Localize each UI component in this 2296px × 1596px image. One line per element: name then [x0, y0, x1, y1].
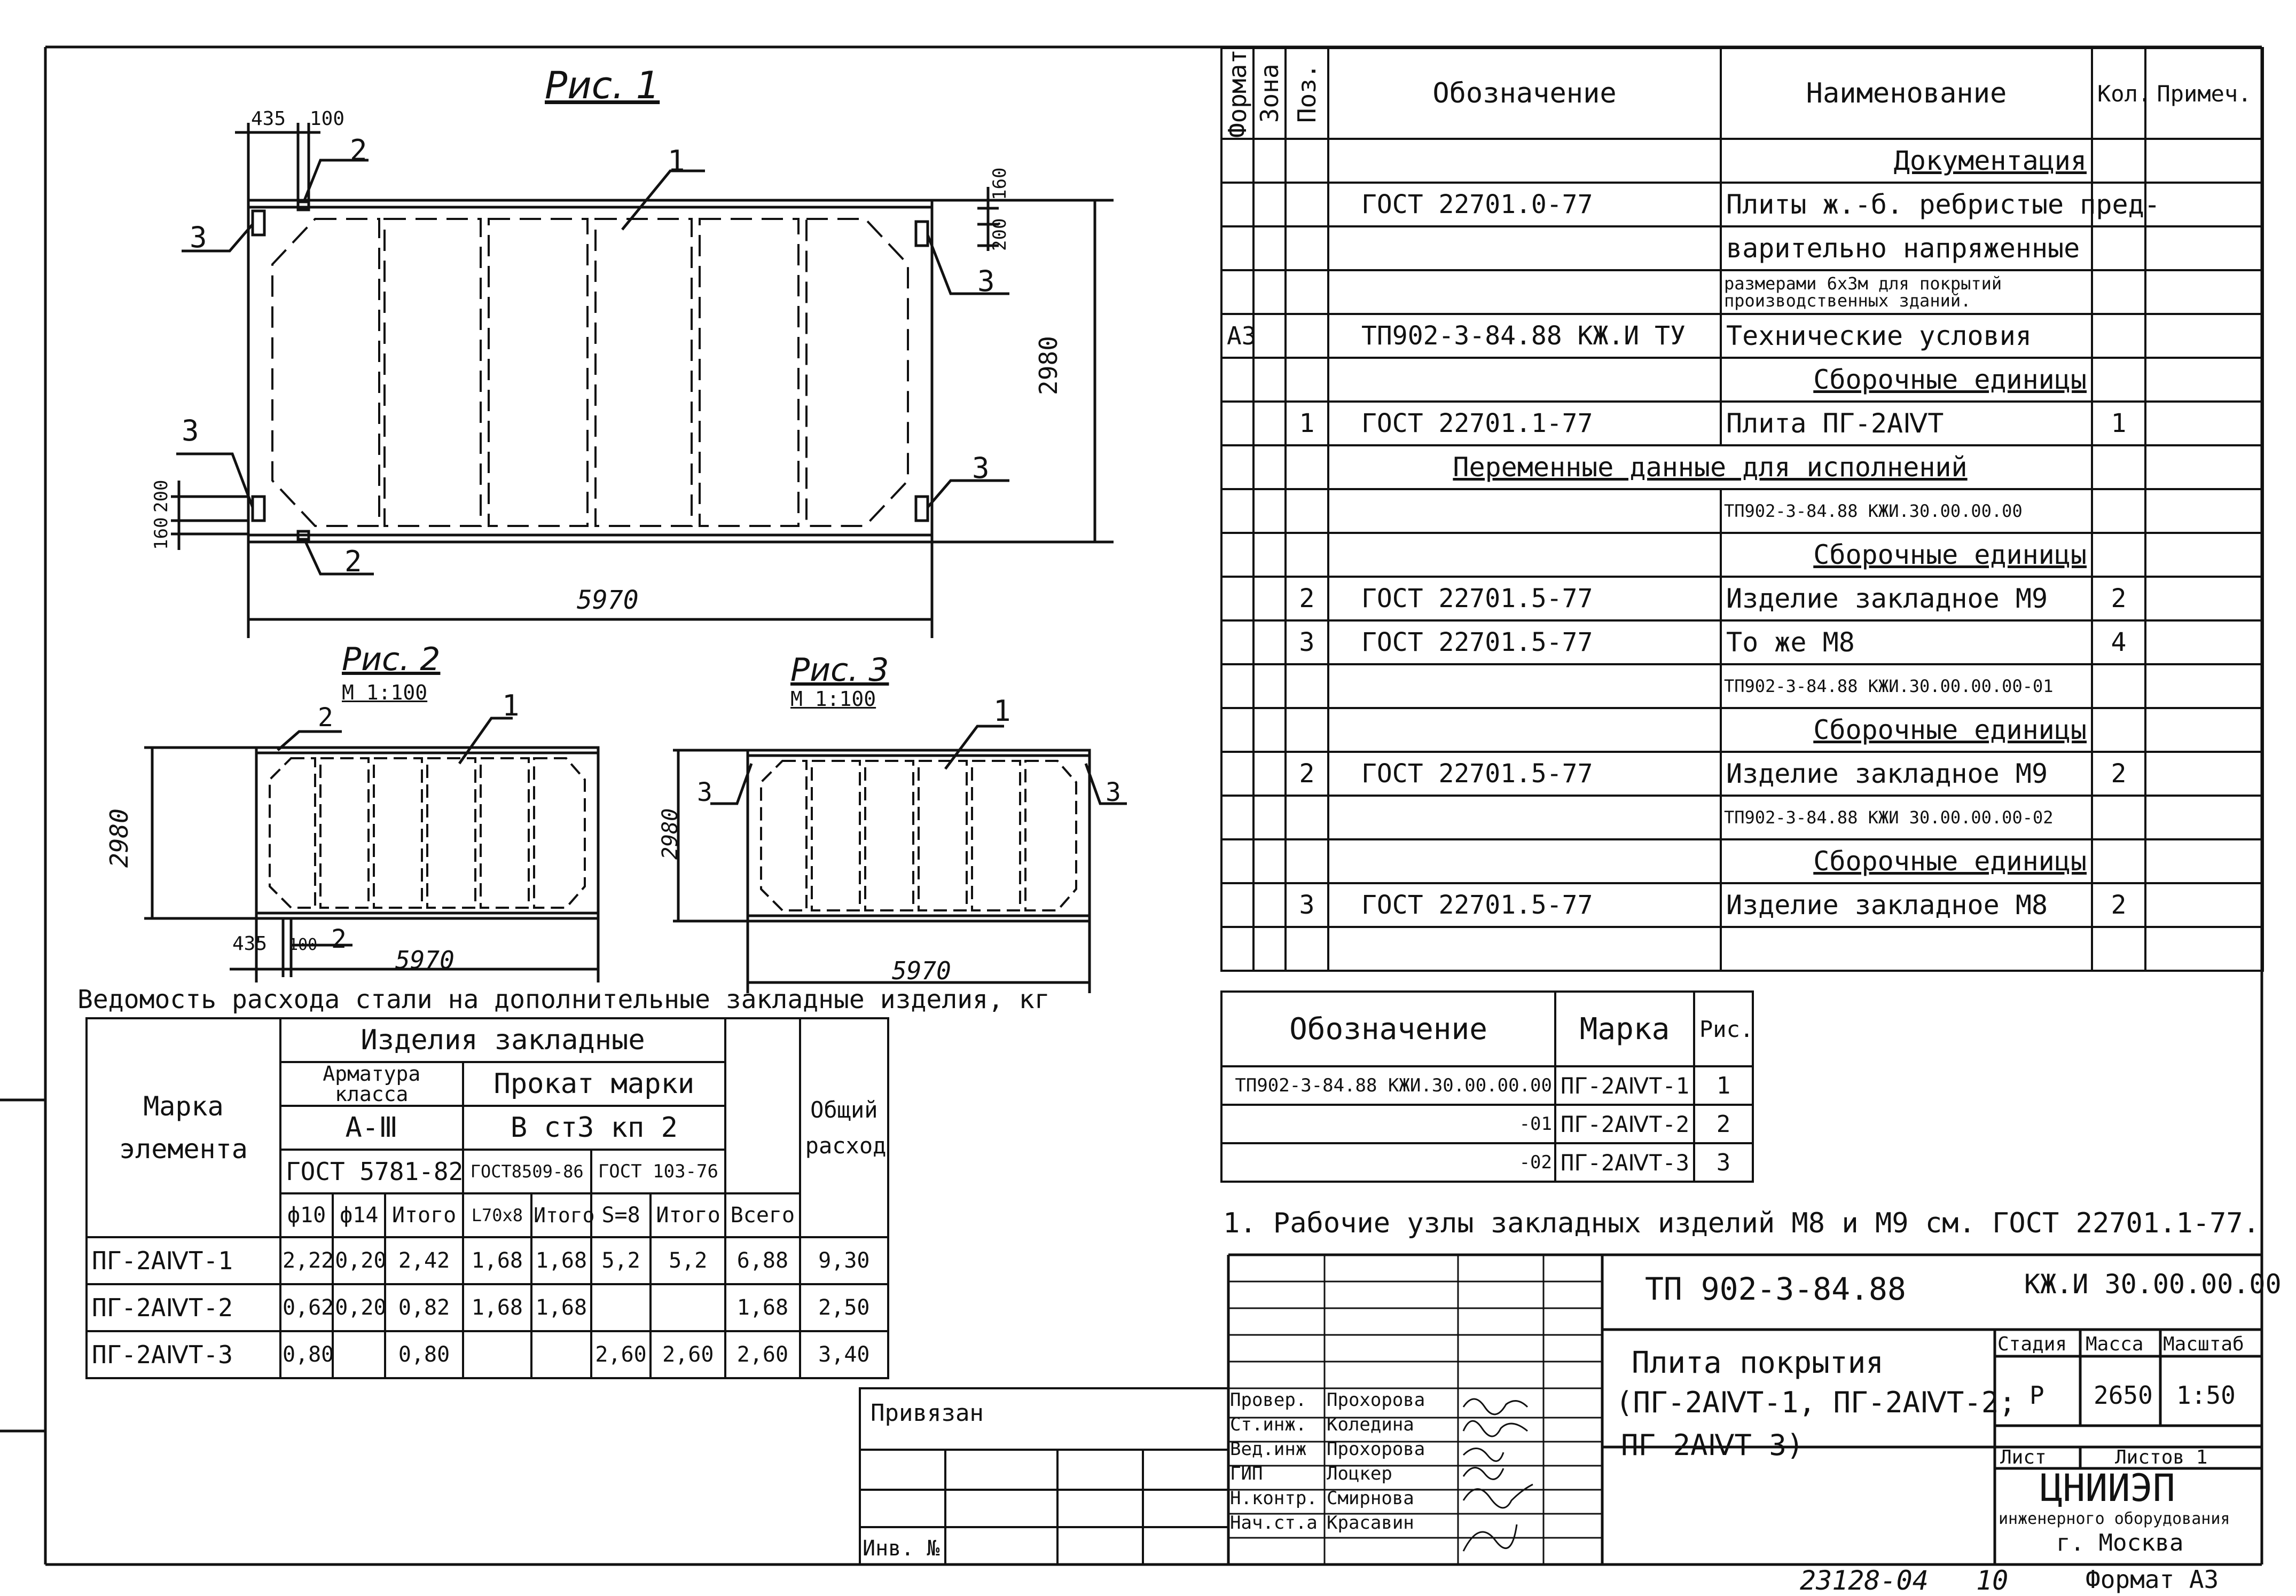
- fig3-callout-1: 1: [993, 694, 1011, 728]
- variant-cell-mark: ПГ-2АⅣТ-1: [1555, 1066, 1694, 1105]
- variant-cell-mark: ПГ-2АⅣТ-2: [1555, 1105, 1694, 1143]
- spec-cell-name: То же М8: [1721, 620, 2092, 664]
- role-person: Смирнова: [1327, 1488, 1414, 1509]
- steel-cell-overall: 9,30: [800, 1237, 888, 1284]
- steel-cell-it1: 0,82: [385, 1284, 463, 1331]
- sheets-header: Листов 1: [2115, 1446, 2208, 1468]
- fig1-dim-435: 435: [251, 108, 286, 130]
- role-person: Коледина: [1327, 1414, 1414, 1435]
- fig1-callout-3-br: 3: [972, 451, 990, 485]
- fig1-callout-2-bottom: 2: [344, 545, 362, 578]
- steel-h-vst3: В ст3 кп 2: [463, 1106, 725, 1150]
- steel-cell-total: 2,60: [725, 1331, 800, 1378]
- fig2-title: Рис. 2: [342, 641, 441, 678]
- variant-cell-designation: ТП902-3-84.88 КЖИ.30.00.00.00: [1221, 1066, 1555, 1105]
- variant-cell-designation: -02: [1221, 1143, 1555, 1182]
- steel-cell-it1: 0,80: [385, 1331, 463, 1378]
- steel-cell-mark: ПГ-2АⅣТ-2: [87, 1284, 280, 1331]
- steel-cell-d14: 0,20: [333, 1237, 385, 1284]
- spec-cell-designation: ГОСТ 22701.5-77: [1328, 620, 1721, 664]
- fig1-dim-5970: 5970: [577, 585, 639, 615]
- spec-cell-name: Изделие закладное М9: [1721, 752, 2092, 796]
- steel-cell-mark: ПГ-2АⅣТ-1: [87, 1237, 280, 1284]
- footer-sheet: 10: [1976, 1565, 2009, 1596]
- steel-h-overall-2: расход: [805, 1133, 887, 1159]
- role-person: Прохорова: [1327, 1389, 1425, 1411]
- role-person: Прохорова: [1327, 1438, 1425, 1460]
- spec-cell-qty: 2: [2092, 752, 2145, 796]
- spec-cell-name: Изделие закладное М9: [1721, 577, 2092, 620]
- spec-cell-name: Сборочные единицы: [1721, 358, 2092, 402]
- note-1: 1. Рабочие узлы закладных изделий М8 и М9 см. ГОСТ 22701.1-77.: [1223, 1207, 2260, 1239]
- spec-cell-designation: ГОСТ 22701.1-77: [1328, 402, 1721, 445]
- steel-cell-overall: 2,50: [800, 1284, 888, 1331]
- steel-h-d10: ф10: [280, 1193, 333, 1237]
- fig1-callout-2-top: 2: [350, 133, 367, 167]
- spec-h-name: Наименование: [1721, 48, 2092, 139]
- steel-cell-it2: 1,68: [531, 1237, 591, 1284]
- spec-cell-qty: 2: [2092, 577, 2145, 620]
- title-doc-mark: КЖ.И 30.00.00.00: [2024, 1269, 2282, 1300]
- fig2-dim-100: 100: [288, 935, 318, 954]
- spec-cell-pos: 3: [1286, 883, 1328, 927]
- steel-cell-s8: 5,2: [591, 1237, 651, 1284]
- title-line-3: ПГ-2АⅣТ-3): [1621, 1428, 1804, 1462]
- steel-h-overall-1: Общий: [810, 1096, 878, 1123]
- fig1-callout-3-tl: 3: [190, 221, 207, 254]
- fig1-callout-3-tr: 3: [977, 264, 995, 298]
- org-line-2: инженерного оборудования: [1999, 1509, 2230, 1528]
- var-h-fig: Рис.: [1694, 992, 1753, 1066]
- spec-h-format: Формат: [1221, 48, 1253, 139]
- fig1-callout-1: 1: [668, 144, 685, 178]
- inventory-number-label: Инв. №: [863, 1536, 940, 1561]
- org-city: г. Москва: [2056, 1529, 2184, 1556]
- fig1-title: Рис. 1: [545, 64, 660, 107]
- spec-cell-qty: 4: [2092, 620, 2145, 664]
- steel-cell-total: 1,68: [725, 1284, 800, 1331]
- steel-cell-it3: 5,2: [651, 1237, 725, 1284]
- spec-cell-name: размерами 6х3м для покрытий производственных зданий.: [1721, 270, 2092, 314]
- steel-h-rolled: Прокат марки: [463, 1062, 725, 1106]
- mass-header: Масса: [2086, 1333, 2144, 1355]
- fig1-callout-3-bl: 3: [182, 414, 199, 447]
- steel-h-gost8509: ГОСТ8509-86: [463, 1150, 591, 1193]
- fig3-title: Рис. 3: [790, 651, 889, 689]
- footer-code: 23128-04: [1800, 1565, 1929, 1596]
- org-name: ЦНИИЭП: [2040, 1466, 2175, 1510]
- footer-format: Формат А3: [2086, 1565, 2219, 1594]
- fig3-callout-3-left: 3: [697, 777, 712, 807]
- steel-cell-d14: 0,20: [333, 1284, 385, 1331]
- role-label: Н.контр.: [1230, 1488, 1318, 1509]
- spec-cell-name: Изделие закладное М8: [1721, 883, 2092, 927]
- steel-cell-it1: 2,42: [385, 1237, 463, 1284]
- title-doc-code: ТП 902-3-84.88: [1645, 1271, 1906, 1307]
- spec-cell-designation: ГОСТ 22701.0-77: [1328, 183, 1721, 226]
- fig2-callout-2-top: 2: [318, 703, 333, 733]
- steel-cell-total: 6,88: [725, 1237, 800, 1284]
- spec-cell-designation: ГОСТ 22701.5-77: [1328, 752, 1721, 796]
- spec-cell-designation: ГОСТ 22701.5-77: [1328, 577, 1721, 620]
- steel-cell-d10: 0,62: [280, 1284, 333, 1331]
- fig1-dim-160-left: 160: [151, 517, 172, 550]
- sheet-header: Лист: [2000, 1446, 2047, 1468]
- fig3-dim-5970: 5970: [892, 956, 951, 985]
- spec-cell-name: Сборочные единицы: [1721, 533, 2092, 577]
- role-person: Лоцкер: [1327, 1463, 1392, 1484]
- steel-h-itogo1: Итого: [385, 1193, 463, 1237]
- variant-cell-fig: 2: [1694, 1105, 1753, 1143]
- spec-cell-name: ТП902-3-84.88 КЖИ.30.00.00.00: [1721, 489, 2092, 533]
- spec-cell-pos: 1: [1286, 402, 1328, 445]
- fig3-scale: М 1:100: [790, 687, 876, 711]
- variant-cell-mark: ПГ-2АⅣТ-3: [1555, 1143, 1694, 1182]
- steel-h-rebar-class: Арматура класса: [280, 1062, 463, 1106]
- spec-cell-name: Плиты ж.-б. ребристые пред-: [1721, 183, 2092, 226]
- steel-cell-mark: ПГ-2АⅣТ-3: [87, 1331, 280, 1378]
- fig3-dim-2980: 2980: [658, 808, 683, 860]
- fig1-dim-160-top: 160: [989, 167, 1010, 200]
- fig1-dim-100: 100: [310, 108, 345, 130]
- steel-h-d14: ф14: [333, 1193, 385, 1237]
- spec-h-pos: Поз.: [1286, 48, 1328, 139]
- steel-h-s8: S=8: [591, 1193, 651, 1237]
- steel-h-mark-1: Марка: [143, 1091, 224, 1122]
- steel-h-gost5781: ГОСТ 5781-82: [280, 1150, 463, 1193]
- fig2-dim-2980: 2980: [105, 808, 134, 868]
- steel-h-mark-2: элемента: [119, 1134, 248, 1165]
- spec-cell-designation: ТП902-3-84.88 КЖ.И ТУ: [1328, 314, 1721, 358]
- scale-header: Масштаб: [2163, 1333, 2244, 1355]
- steel-cell-it3: 2,60: [651, 1331, 725, 1378]
- fig2-callout-1: 1: [502, 689, 520, 722]
- steel-cell-s8: 2,60: [591, 1331, 651, 1378]
- spec-cell-format: А3: [1221, 314, 1253, 358]
- spec-cell-name: варительно напряженные: [1721, 226, 2092, 270]
- var-h-designation: Обозначение: [1221, 992, 1555, 1066]
- var-h-mark: Марка: [1555, 992, 1694, 1066]
- stage-value: Р: [2029, 1381, 2044, 1410]
- role-label: ГИП: [1230, 1463, 1263, 1484]
- variant-cell-designation: -01: [1221, 1105, 1555, 1143]
- fig1-dim-2980: 2980: [1034, 336, 1063, 395]
- steel-cell-it2: 1,68: [531, 1284, 591, 1331]
- steel-cell-l70: 1,68: [463, 1237, 531, 1284]
- fig1-dim-200-left: 200: [151, 479, 172, 513]
- fig1-dim-200-top: 200: [989, 218, 1010, 251]
- spec-cell-designation: ГОСТ 22701.5-77: [1328, 883, 1721, 927]
- spec-cell-name: Плита ПГ-2АⅣТ: [1721, 402, 2092, 445]
- spec-cell-qty: 2: [2092, 883, 2145, 927]
- scale-value: 1:50: [2176, 1381, 2236, 1410]
- steel-h-items: Изделия закладные: [280, 1018, 725, 1062]
- title-line-1: Плита покрытия: [1632, 1346, 1884, 1380]
- title-line-2: (ПГ-2АⅣТ-1, ПГ-2АⅣТ-2;: [1616, 1386, 2016, 1419]
- variant-cell-fig: 3: [1694, 1143, 1753, 1182]
- spec-cell-name: ТП902-3-84.88 КЖИ.30.00.00.00-01: [1721, 664, 2092, 708]
- steel-h-a3: А-Ⅲ: [280, 1106, 463, 1150]
- spec-cell-name: ТП902-3-84.88 КЖИ 30.00.00.00-02: [1721, 796, 2092, 839]
- steel-cell-d10: 0,80: [280, 1331, 333, 1378]
- role-label: Ст.инж.: [1230, 1414, 1307, 1435]
- role-label: Провер.: [1230, 1389, 1307, 1411]
- spec-h-designation: Обозначение: [1328, 48, 1721, 139]
- spec-cell-name: Переменные данные для исполнений: [1328, 445, 2092, 489]
- spec-cell-name: Сборочные единицы: [1721, 708, 2092, 752]
- signatures: [1463, 1399, 1533, 1551]
- role-person: Красавин: [1327, 1512, 1414, 1534]
- spec-h-qty: Кол.: [2092, 48, 2145, 139]
- binding-label: Привязан: [871, 1400, 984, 1427]
- steel-h-gost103: ГОСТ 103-76: [591, 1150, 725, 1193]
- role-label: Вед.инж: [1230, 1438, 1307, 1460]
- steel-h-l70: L70x8: [463, 1193, 531, 1237]
- steel-cell-d10: 2,22: [280, 1237, 333, 1284]
- spec-cell-name: Документация: [1721, 139, 2092, 183]
- fig3-callout-3-right: 3: [1106, 777, 1121, 807]
- role-label: Нач.ст.а: [1230, 1512, 1318, 1534]
- fig2-scale: М 1:100: [342, 681, 428, 704]
- steel-cell-l70: 1,68: [463, 1284, 531, 1331]
- spec-h-note: Примеч.: [2145, 48, 2263, 139]
- steel-h-itogo2: Итого: [531, 1193, 591, 1237]
- fig2-dim-435: 435: [232, 933, 268, 955]
- steel-h-total: Всего: [725, 1193, 800, 1237]
- steel-h-itogo3: Итого: [651, 1193, 725, 1237]
- steel-table-title: Ведомость расхода стали на дополнительные закладные изделия, кг: [77, 985, 1050, 1015]
- spec-cell-pos: 3: [1286, 620, 1328, 664]
- spec-cell-name: Сборочные единицы: [1721, 839, 2092, 883]
- spec-cell-name: Технические условия: [1721, 314, 2092, 358]
- steel-cell-overall: 3,40: [800, 1331, 888, 1378]
- mass-value: 2650: [2094, 1381, 2153, 1410]
- stage-header: Стадия: [1997, 1333, 2067, 1355]
- spec-h-zone: Зона: [1253, 48, 1286, 139]
- variant-cell-fig: 1: [1694, 1066, 1753, 1105]
- fig2-dim-5970: 5970: [395, 946, 455, 974]
- spec-cell-qty: 1: [2092, 402, 2145, 445]
- spec-cell-pos: 2: [1286, 752, 1328, 796]
- fig2-callout-2-bottom: 2: [331, 924, 347, 954]
- spec-cell-pos: 2: [1286, 577, 1328, 620]
